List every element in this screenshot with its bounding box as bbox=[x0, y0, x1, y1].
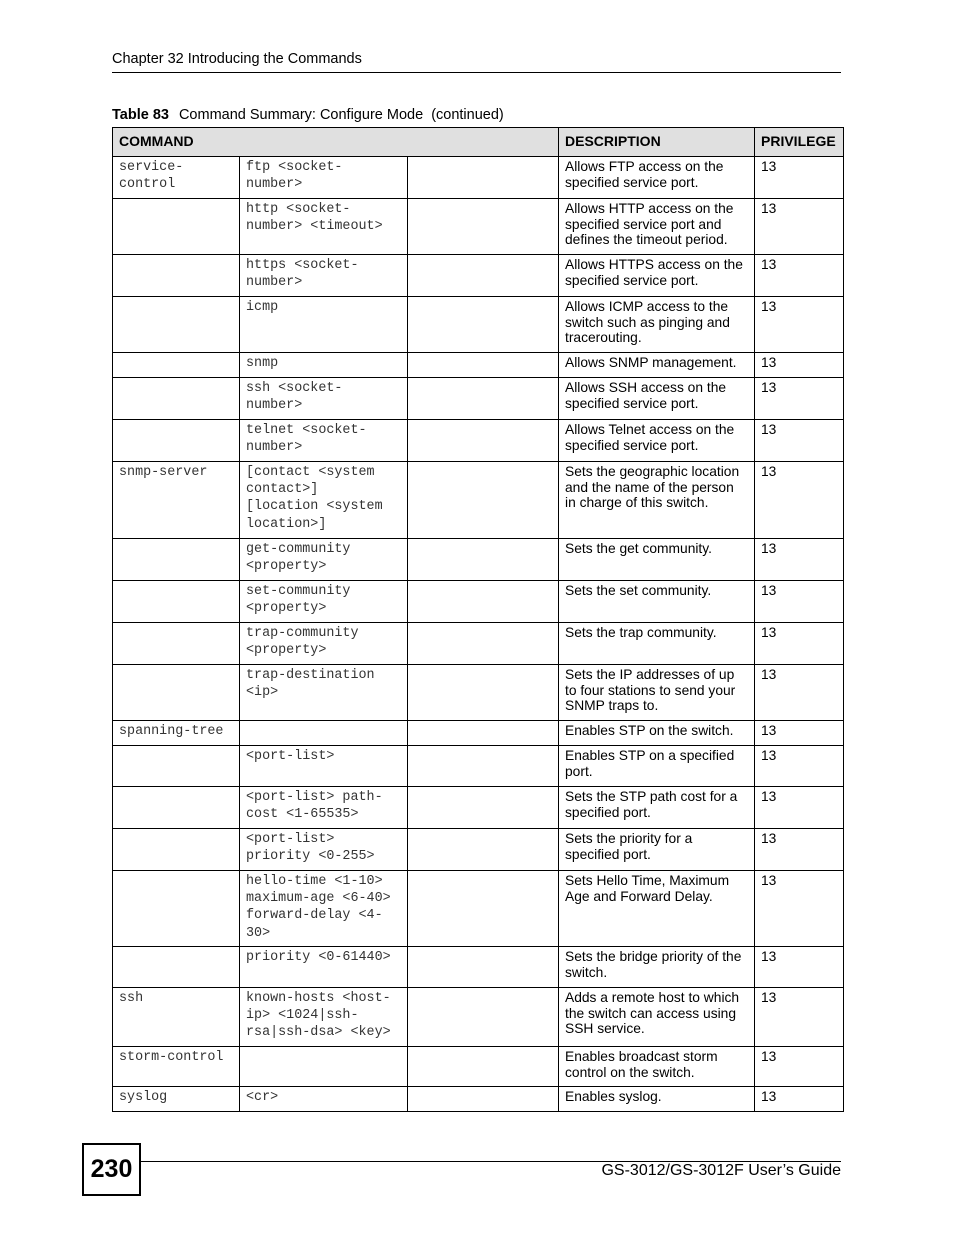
option-cell bbox=[408, 420, 559, 462]
command-cell: service- control bbox=[113, 157, 240, 199]
description-cell: Adds a remote host to which the switch can access using SSH service. bbox=[559, 988, 755, 1047]
privilege-cell: 13 bbox=[755, 297, 844, 353]
option-cell bbox=[408, 721, 559, 746]
privilege-cell: 13 bbox=[755, 539, 844, 581]
option-cell bbox=[408, 255, 559, 297]
subcommand-cell: <cr> bbox=[240, 1087, 408, 1112]
table-row bbox=[113, 871, 844, 947]
description-cell: Sets the geographic location and the name of the person in charge of this switch. bbox=[559, 462, 755, 539]
option-cell bbox=[408, 462, 559, 539]
privilege-cell: 13 bbox=[755, 988, 844, 1047]
description-cell: Enables STP on the switch. bbox=[559, 721, 755, 746]
command-cell: snmp-server bbox=[113, 462, 240, 539]
privilege-cell: 13 bbox=[755, 829, 844, 871]
subcommand-cell bbox=[240, 1047, 408, 1087]
command-cell bbox=[113, 871, 240, 947]
option-cell bbox=[408, 297, 559, 353]
description-cell: Sets Hello Time, Maximum Age and Forward Delay. bbox=[559, 871, 755, 947]
command-cell bbox=[113, 539, 240, 581]
subcommand-cell: <port-list> bbox=[240, 746, 408, 787]
table-row bbox=[113, 353, 844, 378]
option-cell bbox=[408, 871, 559, 947]
option-cell bbox=[408, 353, 559, 378]
command-cell bbox=[113, 581, 240, 623]
page-number: 230 bbox=[82, 1143, 141, 1196]
command-cell: ssh bbox=[113, 988, 240, 1047]
option-cell bbox=[408, 988, 559, 1047]
option-cell bbox=[408, 581, 559, 623]
description-cell: Sets the bridge priority of the switch. bbox=[559, 947, 755, 988]
subcommand-cell: snmp bbox=[240, 353, 408, 378]
table-row bbox=[113, 378, 844, 420]
table-row bbox=[113, 297, 844, 353]
table-row bbox=[113, 721, 844, 746]
description-cell: Sets the set community. bbox=[559, 581, 755, 623]
table-row bbox=[113, 539, 844, 581]
column-header-privilege: PRIVILEGE bbox=[755, 128, 844, 157]
option-cell bbox=[408, 947, 559, 988]
privilege-cell: 13 bbox=[755, 947, 844, 988]
column-header-command: COMMAND bbox=[113, 128, 559, 157]
description-cell: Allows ICMP access to the switch such as pinging and tracerouting. bbox=[559, 297, 755, 353]
table-row bbox=[113, 623, 844, 665]
option-cell bbox=[408, 623, 559, 665]
privilege-cell: 13 bbox=[755, 255, 844, 297]
subcommand-cell bbox=[240, 721, 408, 746]
command-cell: syslog bbox=[113, 1087, 240, 1112]
description-cell: Sets the STP path cost for a specified port. bbox=[559, 787, 755, 829]
command-cell bbox=[113, 353, 240, 378]
privilege-cell: 13 bbox=[755, 1087, 844, 1112]
table-row bbox=[113, 829, 844, 871]
subcommand-cell: <port-list> priority <0-255> bbox=[240, 829, 408, 871]
option-cell bbox=[408, 1047, 559, 1087]
description-cell: Allows Telnet access on the specified service port. bbox=[559, 420, 755, 462]
table-row bbox=[113, 787, 844, 829]
subcommand-cell: ssh <socket- number> bbox=[240, 378, 408, 420]
subcommand-cell: get-community <property> bbox=[240, 539, 408, 581]
table-caption-title: Command Summary: Configure Mode (continued) bbox=[178, 107, 504, 123]
table-row bbox=[113, 1047, 844, 1087]
privilege-cell: 13 bbox=[755, 353, 844, 378]
description-cell: Sets the trap community. bbox=[559, 623, 755, 665]
subcommand-cell: trap-community <property> bbox=[240, 623, 408, 665]
table-row bbox=[113, 581, 844, 623]
command-cell bbox=[113, 420, 240, 462]
command-cell bbox=[113, 623, 240, 665]
subcommand-cell: http <socket- number> <timeout> bbox=[240, 199, 408, 255]
privilege-cell: 13 bbox=[755, 787, 844, 829]
privilege-cell: 13 bbox=[755, 462, 844, 539]
command-cell bbox=[113, 947, 240, 988]
subcommand-cell: known-hosts <host- ip> <1024|ssh- rsa|ssh-dsa> <key> bbox=[240, 988, 408, 1047]
table-caption bbox=[112, 107, 504, 123]
subcommand-cell: priority <0-61440> bbox=[240, 947, 408, 988]
description-cell: Enables STP on a specified port. bbox=[559, 746, 755, 787]
command-cell bbox=[113, 255, 240, 297]
privilege-cell: 13 bbox=[755, 871, 844, 947]
command-summary-table bbox=[112, 127, 844, 1112]
subcommand-cell: telnet <socket- number> bbox=[240, 420, 408, 462]
guide-title: GS-3012/GS-3012F User’s Guide bbox=[601, 1162, 841, 1179]
subcommand-cell: [contact <system contact>] [location <system location>] bbox=[240, 462, 408, 539]
option-cell bbox=[408, 157, 559, 199]
subcommand-cell: set-community <property> bbox=[240, 581, 408, 623]
table-row bbox=[113, 255, 844, 297]
command-cell: storm-control bbox=[113, 1047, 240, 1087]
privilege-cell: 13 bbox=[755, 157, 844, 199]
description-cell: Sets the get community. bbox=[559, 539, 755, 581]
description-cell: Allows SNMP management. bbox=[559, 353, 755, 378]
table-row bbox=[113, 665, 844, 721]
option-cell bbox=[408, 787, 559, 829]
command-cell bbox=[113, 665, 240, 721]
privilege-cell: 13 bbox=[755, 665, 844, 721]
table-header-row bbox=[113, 128, 844, 157]
subcommand-cell: https <socket- number> bbox=[240, 255, 408, 297]
table-row bbox=[113, 157, 844, 199]
description-cell: Sets the priority for a specified port. bbox=[559, 829, 755, 871]
description-cell: Enables broadcast storm control on the switch. bbox=[559, 1047, 755, 1087]
description-cell: Allows HTTP access on the specified service port and defines the timeout period. bbox=[559, 199, 755, 255]
privilege-cell: 13 bbox=[755, 378, 844, 420]
description-cell: Allows FTP access on the specified service port. bbox=[559, 157, 755, 199]
command-cell bbox=[113, 829, 240, 871]
command-cell: spanning-tree bbox=[113, 721, 240, 746]
option-cell bbox=[408, 539, 559, 581]
command-cell bbox=[113, 378, 240, 420]
column-header-description: DESCRIPTION bbox=[559, 128, 755, 157]
command-cell bbox=[113, 746, 240, 787]
subcommand-cell: hello-time <1-10> maximum-age <6-40> forward-delay <4- 30> bbox=[240, 871, 408, 947]
privilege-cell: 13 bbox=[755, 199, 844, 255]
privilege-cell: 13 bbox=[755, 1047, 844, 1087]
command-cell bbox=[113, 297, 240, 353]
privilege-cell: 13 bbox=[755, 420, 844, 462]
privilege-cell: 13 bbox=[755, 746, 844, 787]
subcommand-cell: icmp bbox=[240, 297, 408, 353]
description-cell: Enables syslog. bbox=[559, 1087, 755, 1112]
table-row bbox=[113, 947, 844, 988]
option-cell bbox=[408, 378, 559, 420]
command-cell bbox=[113, 787, 240, 829]
privilege-cell: 13 bbox=[755, 623, 844, 665]
description-cell: Allows SSH access on the specified service port. bbox=[559, 378, 755, 420]
privilege-cell: 13 bbox=[755, 721, 844, 746]
table-caption-label: Table 83 bbox=[112, 107, 169, 123]
description-cell: Sets the IP addresses of up to four stations to send your SNMP traps to. bbox=[559, 665, 755, 721]
option-cell bbox=[408, 746, 559, 787]
table-row bbox=[113, 746, 844, 787]
table-row bbox=[113, 988, 844, 1047]
table-row bbox=[113, 420, 844, 462]
table-row bbox=[113, 1087, 844, 1112]
command-cell bbox=[113, 199, 240, 255]
description-cell: Allows HTTPS access on the specified service port. bbox=[559, 255, 755, 297]
subcommand-cell: trap-destination <ip> bbox=[240, 665, 408, 721]
table-row bbox=[113, 462, 844, 539]
option-cell bbox=[408, 665, 559, 721]
subcommand-cell: <port-list> path- cost <1-65535> bbox=[240, 787, 408, 829]
table-row bbox=[113, 199, 844, 255]
option-cell bbox=[408, 199, 559, 255]
privilege-cell: 13 bbox=[755, 581, 844, 623]
option-cell bbox=[408, 1087, 559, 1112]
option-cell bbox=[408, 829, 559, 871]
subcommand-cell: ftp <socket- number> bbox=[240, 157, 408, 199]
chapter-header: Chapter 32 Introducing the Commands bbox=[112, 51, 841, 73]
